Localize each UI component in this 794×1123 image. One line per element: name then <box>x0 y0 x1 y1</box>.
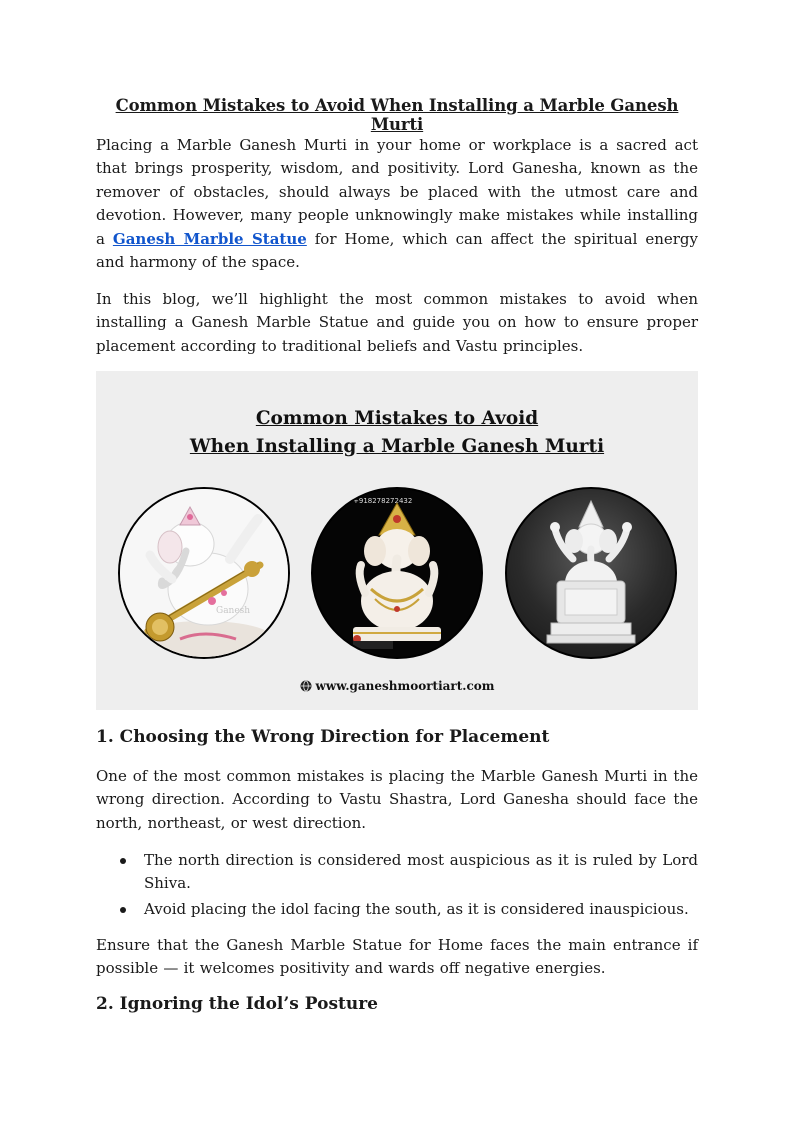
section-1-closing-paragraph: Ensure that the Ganesh Marble Statue for Home faces the main entrance if possible — it welcomes positivity and wards off negative energies. <box>96 936 698 978</box>
bullet-item <box>96 898 698 921</box>
bullet-dot-icon <box>120 907 126 913</box>
bullet-dot-icon <box>120 858 126 864</box>
watermark-text: Ganesh <box>216 606 251 616</box>
banner-title-line-1: Common Mistakes to Avoid <box>255 408 539 429</box>
ganesha-veena-illustration <box>120 489 288 657</box>
ganesh-marble-statue-link[interactable]: Ganesh Marble Statue <box>112 229 307 248</box>
bullet-item <box>96 849 698 896</box>
section-1-bullet-list <box>96 849 698 923</box>
phone-fragment: +918278272432 <box>353 497 413 505</box>
ganesha-veena-photo <box>118 487 290 659</box>
section-2-heading: 2. Ignoring the Idol’s Posture <box>96 994 378 1014</box>
ganesha-gold-illustration <box>313 489 481 657</box>
ganesha-throne-photo <box>505 487 677 659</box>
website-url: www.ganeshmoortiart.com <box>315 679 495 693</box>
bullet-text: The north direction is considered most auspicious as it is ruled by Lord Shiva. <box>144 851 698 893</box>
intro-paragraph-2: In this blog, we’ll highlight the most common mistakes to avoid when installing a Ganesh Marble Statue and guide you on how to ensure proper placement according to traditional beliefs and Vastu principles. <box>96 290 698 355</box>
banner-title-line-2: When Installing a Marble Ganesh Murti <box>189 436 605 457</box>
section-1-paragraph: One of the most common mistakes is placing the Marble Ganesh Murti in the wrong direction. According to Vastu Shastra, Lord Ganesha should face the north, northeast, or west direction. <box>96 767 698 832</box>
globe-icon <box>300 680 312 692</box>
section-1-heading: 1. Choosing the Wrong Direction for Placement <box>96 727 550 747</box>
ganesha-throne-illustration <box>507 489 675 657</box>
intro-paragraph <box>96 134 698 274</box>
intro-text-after-link: for Home, which can affect the spiritual energy and harmony of the space. <box>96 229 698 272</box>
intro-text-before-link: Placing a Marble Ganesh Murti in your home or workplace is a sacred act that brings prosperity, wisdom, and positivity. Lord Ganesha, known as the remover of obstacles, should always be placed with the utmost care and devotion. However, many people unknowingly make mistakes while installing a <box>96 136 698 248</box>
ganesha-gold-photo <box>311 487 483 659</box>
banner-image <box>96 371 698 710</box>
banner-title <box>96 405 698 461</box>
banner-website <box>96 679 698 693</box>
page-title: Common Mistakes to Avoid When Installing a Marble Ganesh Murti <box>115 96 679 134</box>
bullet-text: Avoid placing the idol facing the south, as it is considered inauspicious. <box>144 899 689 918</box>
